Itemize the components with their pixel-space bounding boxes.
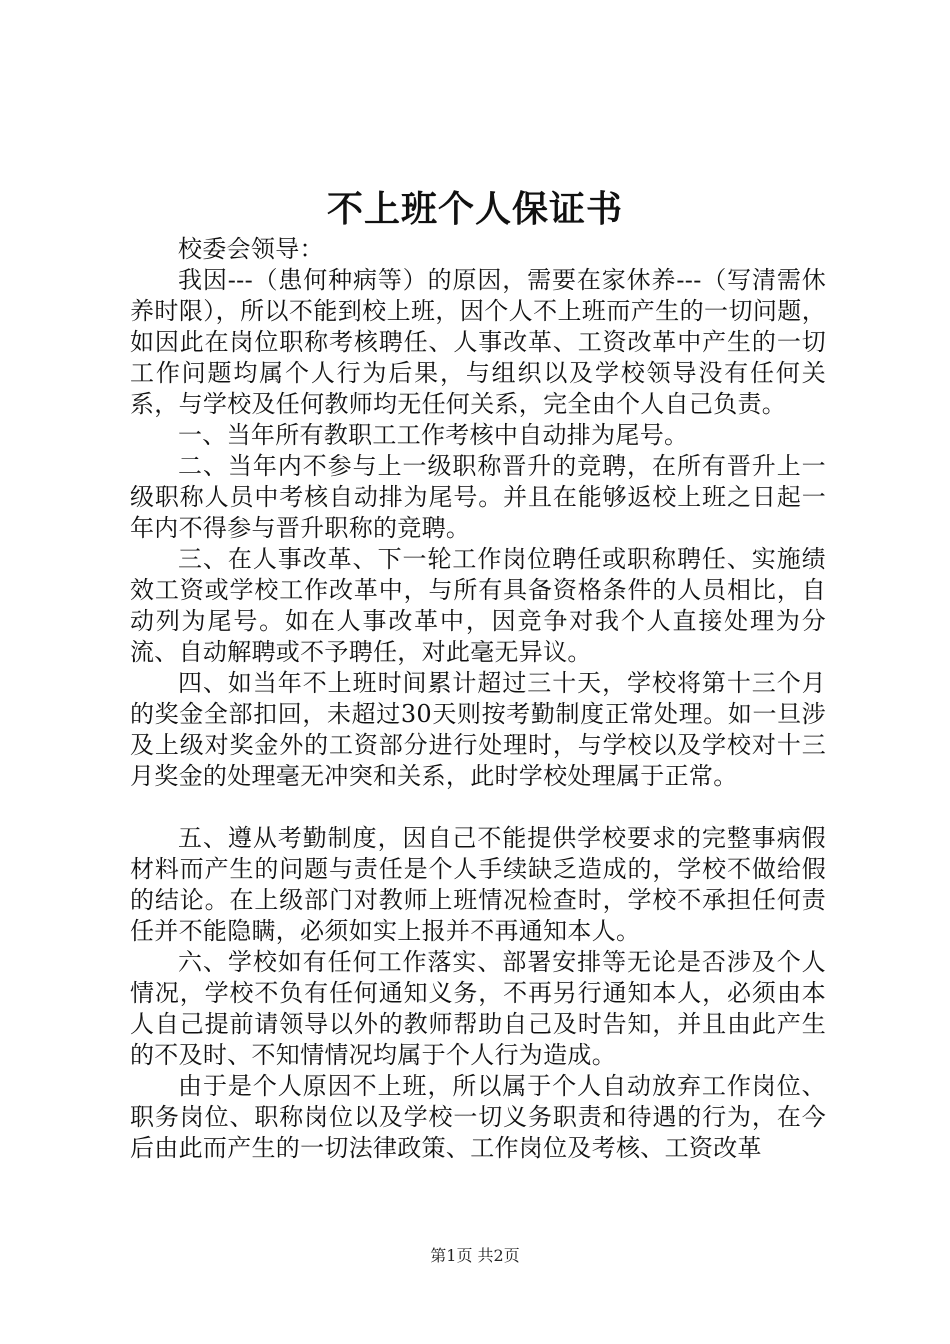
paragraph-intro: 我因---（患何种病等）的原因，需要在家休养---（写清需休养时限），所以不能到校上班，因个人不上班而产生的一切问题，如因此在岗位职称考核聘任、人事改革、工资改革中产生的一切工作问题均属个人行为后果，与组织以及学校领导没有任何关系，与学校及任何教师均无任何关系，完全由个人自己负责。 <box>130 266 826 418</box>
page-number-footer: 第1页 共2页 <box>430 1246 520 1265</box>
document-body <box>130 234 826 1164</box>
document-title: 不上班个人保证书 <box>326 188 623 230</box>
paragraph-item-3: 三、在人事改革、下一轮工作岗位聘任或职称聘任、实施绩效工资或学校工作改革中，与所有具备资格条件的人员相比，自动列为尾号。如在人事改革中，因竞争对我个人直接处理为分流、自动解聘或不予聘任，对此毫无异议。 <box>130 545 826 666</box>
paragraph-item-4: 四、如当年不上班时间累计超过三十天，学校将第十三个月的奖金全部扣回，未超过30天则按考勤制度正常处理。如一旦涉及上级对奖金外的工资部分进行处理时，与学校以及学校对十三月奖金的处理毫无冲突和关系，此时学校处理属于正常。 <box>130 669 826 790</box>
salutation: 校委会领导： <box>178 235 324 263</box>
paragraph-item-2: 二、当年内不参与上一级职称晋升的竞聘，在所有晋升上一级职称人员中考核自动排为尾号。并且在能够返校上班之日起一年内不得参与晋升职称的竞聘。 <box>130 452 826 542</box>
paragraph-closing: 由于是个人原因不上班，所以属于个人自动放弃工作岗位、职务岗位、职称岗位以及学校一切义务职责和待遇的行为，在今后由此而产生的一切法律政策、工作岗位及考核、工资改革 <box>130 1072 826 1162</box>
paragraph-item-6: 六、学校如有任何工作落实、部署安排等无论是否涉及个人情况，学校不负有任何通知义务，不再另行通知本人，必须由本人自己提前请领导以外的教师帮助自己及时告知，并且由此产生的不及时、不知情情况均属于个人行为造成。 <box>130 948 826 1069</box>
blank-line <box>130 792 826 823</box>
paragraph-item-1: 一、当年所有教职工工作考核中自动排为尾号。 <box>178 421 689 449</box>
paragraph-item-5: 五、遵从考勤制度，因自己不能提供学校要求的完整事病假材料而产生的问题与责任是个人手续缺乏造成的，学校不做给假的结论。在上级部门对教师上班情况检查时，学校不承担任何责任并不能隐瞒，必须如实上报并不再通知本人。 <box>130 824 826 945</box>
